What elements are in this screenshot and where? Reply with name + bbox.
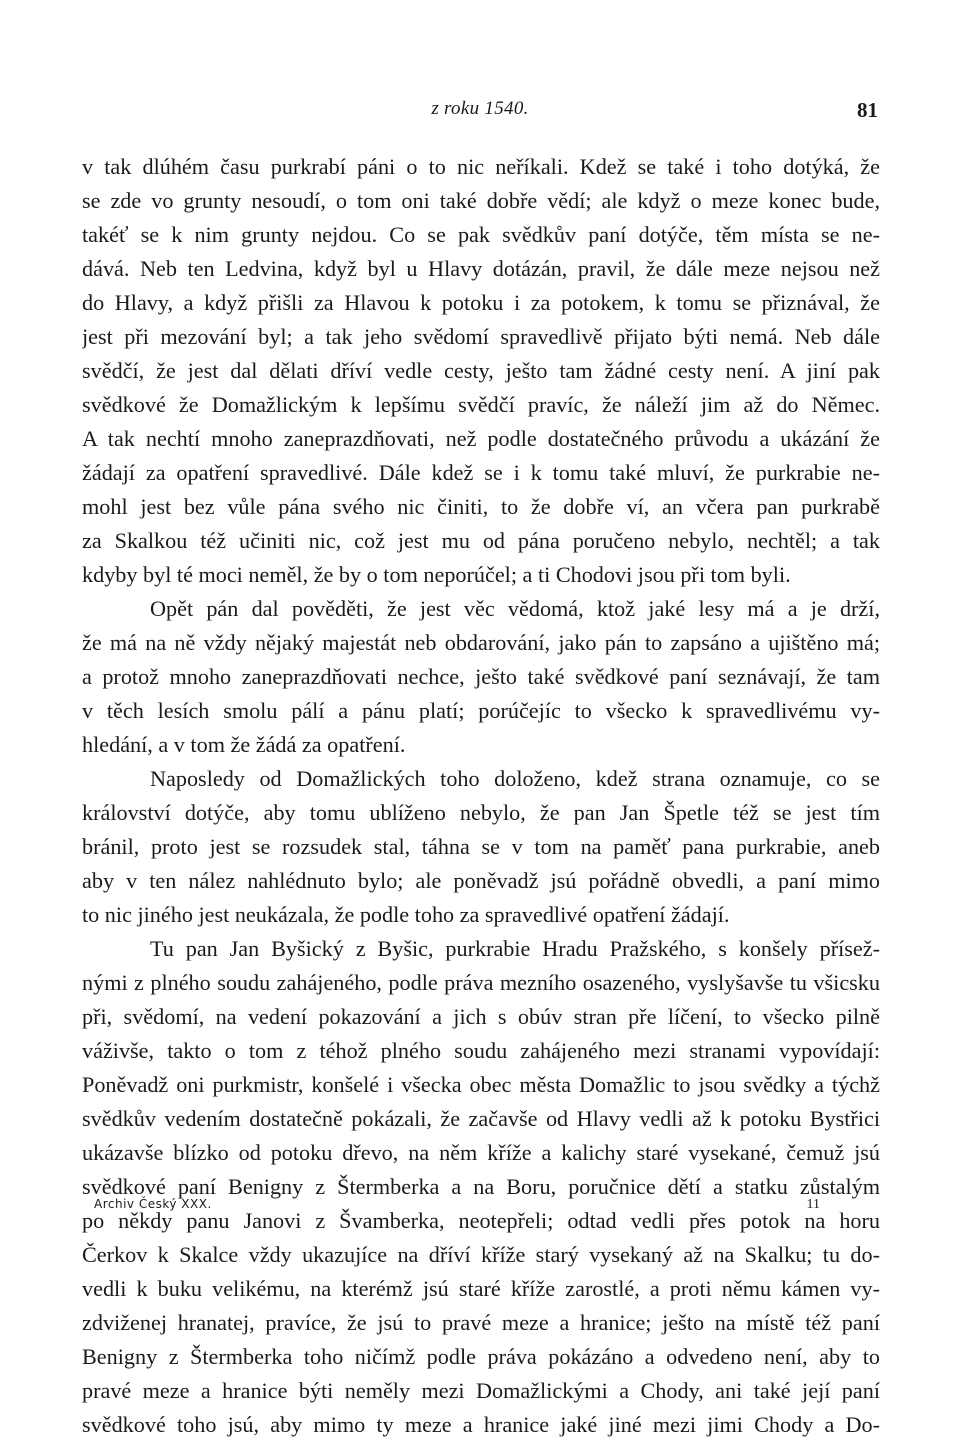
text-line: jest při mezování byl; a tak jeho svědomí spravedlivě přijato býti nemá. Neb dále	[82, 324, 880, 349]
body-text	[82, 152, 880, 1444]
text-line: svědkův vedením dostatečně pokázali, že začavše od Hlavy vedli až k potoku Bystřici	[82, 1106, 880, 1131]
text-line: vedli k buku velikému, na kterémž jsú staré kříže zarostlé, a proti němu kámen vy-	[82, 1276, 880, 1301]
text-line: svědkové že Domažlickým k lepšímu svědčí pravíc, že náleží jim až do Němec.	[82, 392, 880, 417]
running-head	[82, 98, 878, 128]
signature-number: 11	[806, 1197, 820, 1212]
text-line: aby v ten nález nahlédnuto bylo; ale poněvadž jsú pořádně obvedli, a paní mimo	[82, 868, 880, 893]
text-line: Poněvadž oni purkmistr, konšelé i všecka obec města Domažlic to jsou svědky a týchž	[82, 1072, 880, 1097]
text-line: při, svědomí, na vedení pokazování a jich s obúv stran pře líčení, to všecko pilně	[82, 1004, 880, 1029]
text-line: váživše, takto o tom z téhož plného soudu zahájeného mezi stranami vypovídají:	[82, 1038, 880, 1063]
text-line: to nic jiného jest neukázala, že podle toho za spravedlivé opatření žádají.	[82, 902, 730, 927]
text-line: v tak dlúhém času purkrabí páni o to nic neříkali. Kdež se také i toho dotýká, že	[82, 154, 880, 179]
text-line: mohl jest bez vůle pána svého nic činiti, to že dobře ví, an včera pan purkrabě	[82, 494, 880, 519]
text-line: Benigny z Štermberka toho ničímž podle práva pokázáno a odvedeno není, aby to	[82, 1344, 880, 1369]
text-line: pravé meze a hranice býti neměly mezi Domažlickými a Chody, ani také její paní	[82, 1378, 880, 1403]
signature-mark: Archiv Český XXX.	[94, 1197, 212, 1211]
text-line: Čerkov k Skalce vždy ukazujíce na dříví kříže starý vysekaný až na Skalku; tu do-	[82, 1242, 880, 1267]
text-line: žádají za opatření spravedlivé. Dále kdež se i k tomu také mluví, že purkrabie ne-	[82, 460, 880, 485]
text-line: a protož mnoho zaneprazdňovati nechce, ješto také svědkové paní seznávají, že tam	[82, 664, 880, 689]
text-line: za Skalkou též učiniti nic, což jest mu od pána poručeno nebylo, nechtěl; a tak	[82, 528, 880, 553]
text-line: do Hlavy, a když přišli za Hlavou k potoku i za potokem, k tomu se přiznával, že	[82, 290, 880, 315]
paragraph-first-line: Naposledy od Domažlických toho doloženo, kdež strana oznamuje, co se	[150, 766, 880, 791]
paragraph-first-line: Opět pán dal pověděti, že jest věc vědomá, ktož jaké lesy má a je drží,	[150, 596, 880, 621]
text-line: se zde vo grunty nesoudí, o tom oni také dobře vědí; ale když o meze konec bude,	[82, 188, 880, 213]
text-line: ukázavše blízko od potoku dřevo, na něm kříže a kalichy staré vysekané, čemuž jsú	[82, 1140, 880, 1165]
running-title: z roku 1540.	[431, 98, 529, 119]
text-line: hledání, a v tom že žádá za opatření.	[82, 732, 406, 757]
text-line: v těch lesích smolu pálí a pánu platí; porúčejíc to všecko k spravedlivému vy-	[82, 698, 880, 723]
text-line: po někdy panu Janovi z Švamberka, neotepřeli; odtad vedli přes potok na horu	[82, 1208, 880, 1233]
text-line: království dotýče, aby tomu ublíženo nebylo, že pan Jan Špetle též se jest tím	[82, 800, 880, 825]
text-line: že má na ně vždy nějaký majestát neb obdarování, jako pán to zapsáno a ujištěno má;	[82, 630, 880, 655]
page-number: 81	[857, 98, 878, 122]
text-line: svědčí, že jest dal dělati dříví vedle cesty, ješto tam žádné cesty není. A jiní pak	[82, 358, 880, 383]
page-footer	[94, 1197, 866, 1223]
text-line: A tak nechtí mnoho zaneprazdňovati, než podle dostatečného průvodu a ukázání že	[82, 426, 880, 451]
text-line: nými z plného soudu zahájeného, podle práva mezního osazeného, vyslyšavše tu všicsku	[82, 970, 880, 995]
text-line: dává. Neb ten Ledvina, když byl u Hlavy dotázán, pravil, že dále meze nejsou než	[82, 256, 880, 281]
text-line: zdviženej hranatej, pravíce, že jsú to pravé meze a hranice; ješto na místě též paní	[82, 1310, 880, 1335]
text-line: svědkové toho jsú, aby mimo ty meze a hranice jaké jiné mezi jimi Chody a Do-	[82, 1412, 880, 1437]
text-line: kdyby byl té moci neměl, že by o tom neporúčel; a ti Chodovi jsou při tom byli.	[82, 562, 791, 587]
text-line: svědkové paní Benigny z Štermberka a na Boru, poručnice dětí a statku zůstalým	[82, 1174, 880, 1199]
text-line: takéť se k nim grunty nejdou. Co se pak svědkův paní dotýče, těm místa se ne-	[82, 222, 880, 247]
text-line: bránil, proto jest se rozsudek stal, táhna se v tom na paměť pana purkrabie, aneb	[82, 834, 880, 859]
paragraph-first-line: Tu pan Jan Byšický z Byšic, purkrabie Hradu Pražského, s konšely přísež-	[150, 936, 880, 961]
